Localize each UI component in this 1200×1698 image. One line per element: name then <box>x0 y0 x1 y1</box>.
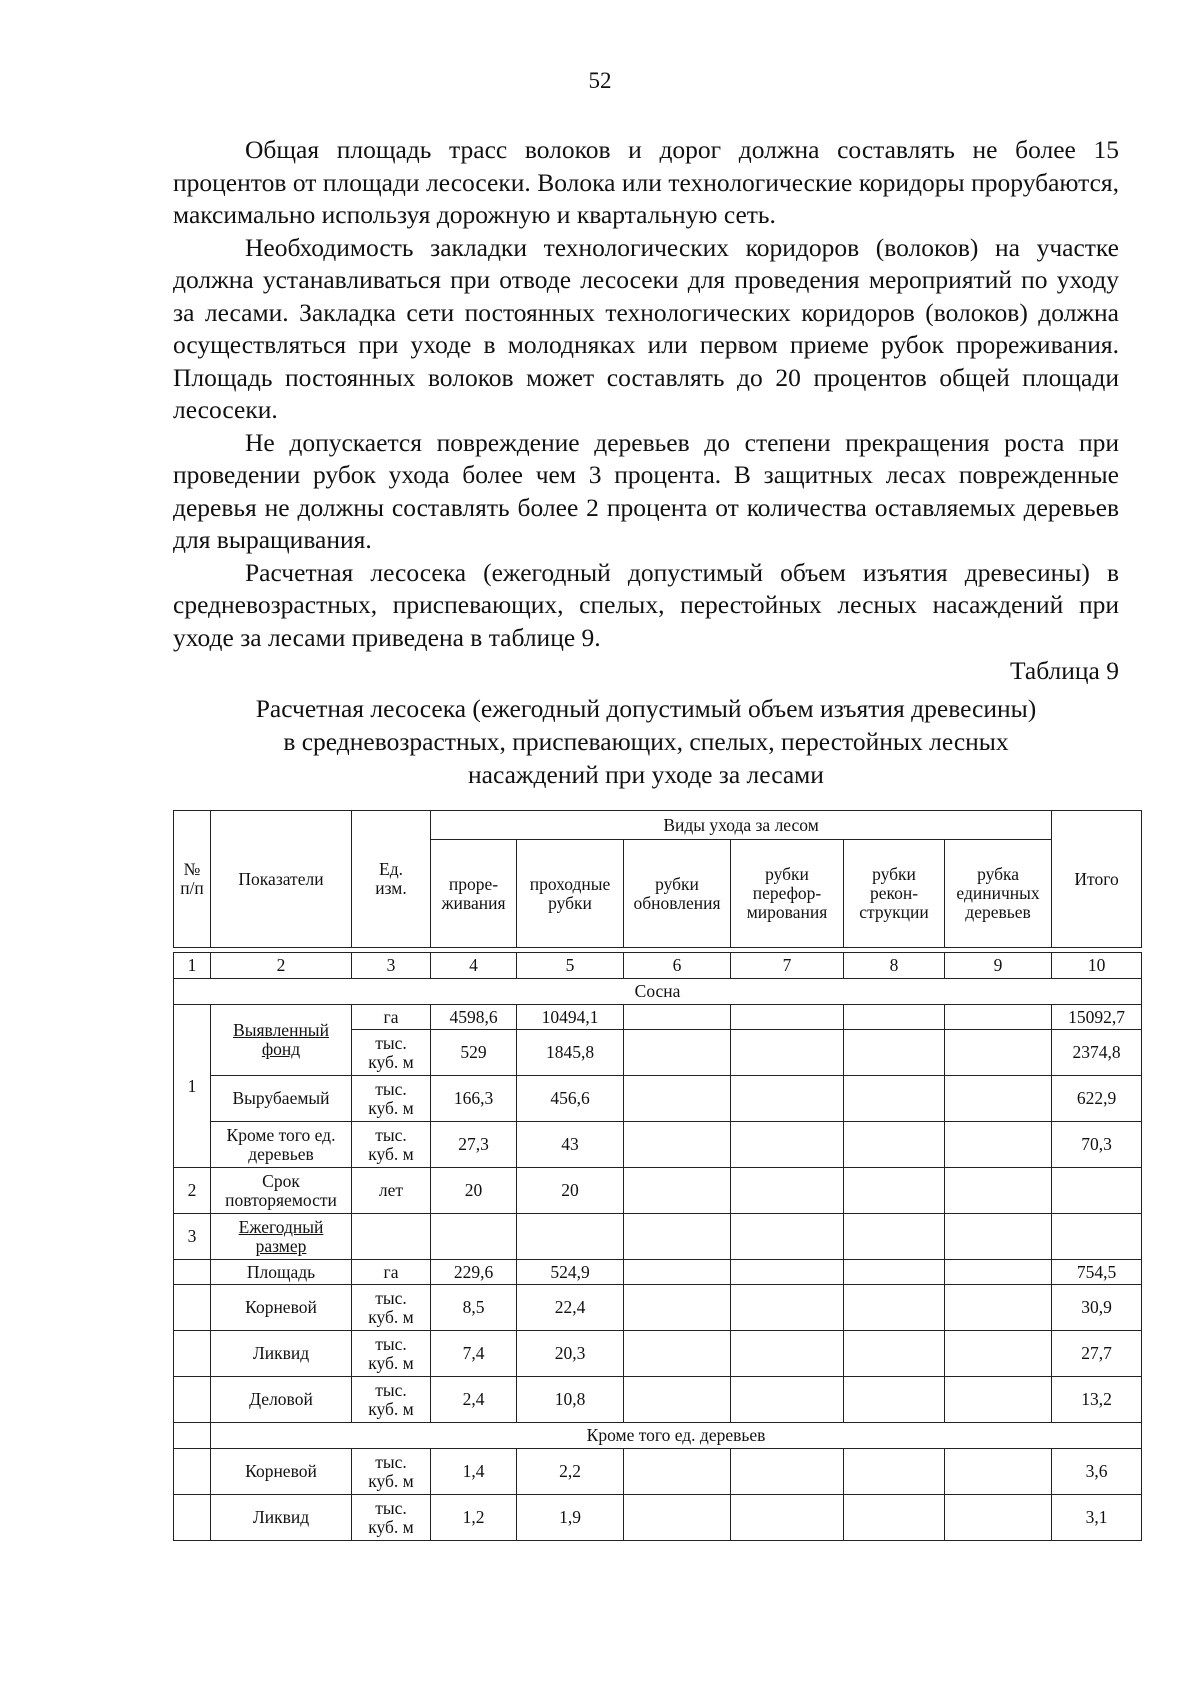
column-numbers-row <box>174 953 1142 979</box>
value-cell: 456,6 <box>517 1076 624 1122</box>
col-number: 8 <box>844 953 945 979</box>
page-number: 52 <box>588 68 612 93</box>
table-title-line-3: насаждений при уходе за лесами <box>468 760 824 789</box>
header-reforming: рубки перефор- мирования <box>731 840 844 948</box>
table-row <box>174 1122 1142 1168</box>
col-number: 10 <box>1052 953 1142 979</box>
total-cell: 30,9 <box>1052 1285 1142 1331</box>
header-unit: Ед. изм. <box>352 811 431 948</box>
value-cell: 529 <box>431 1030 517 1076</box>
unit-cell: тыс. куб. м <box>352 1030 431 1076</box>
header-row-1 <box>174 811 1142 840</box>
header-reconstruction: рубки рекон- струкции <box>844 840 945 948</box>
data-table <box>173 810 1142 1541</box>
header-single: рубка единичных деревьев <box>945 840 1052 948</box>
row-num: 3 <box>174 1214 211 1260</box>
total-cell: 27,7 <box>1052 1331 1142 1377</box>
value-cell: 22,4 <box>517 1285 624 1331</box>
table-title-line-2: в средневозрастных, приспевающих, спелых, перестойных лесных <box>283 727 1009 756</box>
col-number: 3 <box>352 953 431 979</box>
row-num: 2 <box>174 1168 211 1214</box>
table-row <box>174 1449 1142 1495</box>
header-passage: проходные рубки <box>517 840 624 948</box>
table-row <box>174 1377 1142 1423</box>
total-cell: 2374,8 <box>1052 1030 1142 1076</box>
table-row <box>174 1214 1142 1260</box>
col-number: 1 <box>174 953 211 979</box>
row-label-liquid-2: Ликвид <box>211 1495 352 1541</box>
col-number: 2 <box>211 953 352 979</box>
row-label-single-trees: Кроме того ед. деревьев <box>211 1122 352 1168</box>
value-cell: 7,4 <box>431 1331 517 1377</box>
header-thinning: проре- живания <box>431 840 517 948</box>
row-label-felled: Вырубаемый <box>211 1076 352 1122</box>
table-title <box>173 692 1119 791</box>
value-cell: 166,3 <box>431 1076 517 1122</box>
value-cell: 1845,8 <box>517 1030 624 1076</box>
section-row <box>174 979 1142 1005</box>
total-cell: 3,6 <box>1052 1449 1142 1495</box>
value-cell: 1,9 <box>517 1495 624 1541</box>
table-number: Таблица 9 <box>1009 656 1119 685</box>
unit-cell: тыс. куб. м <box>352 1331 431 1377</box>
header-renewal: рубки обновления <box>624 840 731 948</box>
row-label-business: Деловой <box>211 1377 352 1423</box>
unit-cell: тыс. куб. м <box>352 1076 431 1122</box>
table-row <box>174 1331 1142 1377</box>
table-row <box>174 1168 1142 1214</box>
value-cell: 20,3 <box>517 1331 624 1377</box>
col-number: 7 <box>731 953 844 979</box>
table-row <box>174 1076 1142 1122</box>
row-label-liquid: Ликвид <box>211 1331 352 1377</box>
section-pine: Сосна <box>174 979 1142 1005</box>
row-label-identified: Выявленный фонд <box>211 1005 352 1076</box>
row-label-area: Площадь <box>211 1260 352 1285</box>
body-text <box>173 134 1119 654</box>
value-cell: 10,8 <box>517 1377 624 1423</box>
value-cell: 10494,1 <box>517 1005 624 1030</box>
value-cell: 1,4 <box>431 1449 517 1495</box>
total-cell: 3,1 <box>1052 1495 1142 1541</box>
table-row <box>174 1260 1142 1285</box>
unit-cell: га <box>352 1260 431 1285</box>
total-cell: 13,2 <box>1052 1377 1142 1423</box>
unit-cell: га <box>352 1005 431 1030</box>
row-label-root: Корневой <box>211 1285 352 1331</box>
header-total: Итого <box>1052 811 1142 948</box>
value-cell: 524,9 <box>517 1260 624 1285</box>
value-cell: 43 <box>517 1122 624 1168</box>
header-group: Виды ухода за лесом <box>431 811 1052 840</box>
value-cell: 20 <box>517 1168 624 1214</box>
paragraph-3: Не допускается повреждение деревьев до степени прекращения роста при проведении рубок ухода более чем 3 процента. В защитных лесах поврежденные деревья не должны составлять более 2 процента от количества оставляемых деревьев для выращивания. <box>173 427 1119 554</box>
unit-cell: лет <box>352 1168 431 1214</box>
table-row <box>174 1285 1142 1331</box>
unit-cell: тыс. куб. м <box>352 1377 431 1423</box>
value-cell: 4598,6 <box>431 1005 517 1030</box>
table-row <box>174 1423 1142 1449</box>
row-label-extra: Кроме того ед. деревьев <box>211 1423 1142 1449</box>
value-cell: 27,3 <box>431 1122 517 1168</box>
col-number: 5 <box>517 953 624 979</box>
total-cell: 70,3 <box>1052 1122 1142 1168</box>
unit-cell: тыс. куб. м <box>352 1449 431 1495</box>
total-cell: 15092,7 <box>1052 1005 1142 1030</box>
col-number: 9 <box>945 953 1052 979</box>
table-row <box>174 1005 1142 1030</box>
paragraph-2: Необходимость закладки технологических коридоров (волоков) на участке должна устанавливаться при отводе лесосеки для проведения мероприятий по уходу за лесами. Закладка сети постоянных технологических коридоров (волоков) должна осуществляться при уходе в молодняках или первом приеме рубок прореживания. Площадь постоянных волоков может составлять до 20 процентов общей площади лесосеки. <box>173 232 1119 424</box>
table-title-line-1: Расчетная лесосека (ежегодный допустимый объем изъятия древесины) <box>255 694 1037 723</box>
value-cell: 8,5 <box>431 1285 517 1331</box>
value-cell: 2,4 <box>431 1377 517 1423</box>
value-cell: 20 <box>431 1168 517 1214</box>
value-cell: 2,2 <box>517 1449 624 1495</box>
col-number: 6 <box>624 953 731 979</box>
row-label-repeat: Срок повторяемости <box>211 1168 352 1214</box>
paragraph-1: Общая площадь трасс волоков и дорог должна составлять не более 15 процентов от площади лесосеки. Волока или технологические коридоры прорубаются, максимально используя дорожную и квартальную сеть. <box>173 135 1119 229</box>
unit-cell: тыс. куб. м <box>352 1122 431 1168</box>
value-cell: 229,6 <box>431 1260 517 1285</box>
total-cell: 622,9 <box>1052 1076 1142 1122</box>
paragraph-4: Расчетная лесосека (ежегодный допустимый объем изъятия древесины) в средневозрастных, приспевающих, спелых, перестойных лесных насаждений при уходе за лесами приведена в таблице 9. <box>173 557 1119 652</box>
value-cell: 1,2 <box>431 1495 517 1541</box>
unit-cell: тыс. куб. м <box>352 1285 431 1331</box>
row-label-root-2: Корневой <box>211 1449 352 1495</box>
row-label-annual: Ежегодный размер <box>211 1214 352 1260</box>
total-cell: 754,5 <box>1052 1260 1142 1285</box>
header-num: № п/п <box>174 811 211 948</box>
header-indicators: Показатели <box>211 811 352 948</box>
unit-cell: тыс. куб. м <box>352 1495 431 1541</box>
col-number: 4 <box>431 953 517 979</box>
table-row <box>174 1495 1142 1541</box>
row-num: 1 <box>174 1005 211 1168</box>
